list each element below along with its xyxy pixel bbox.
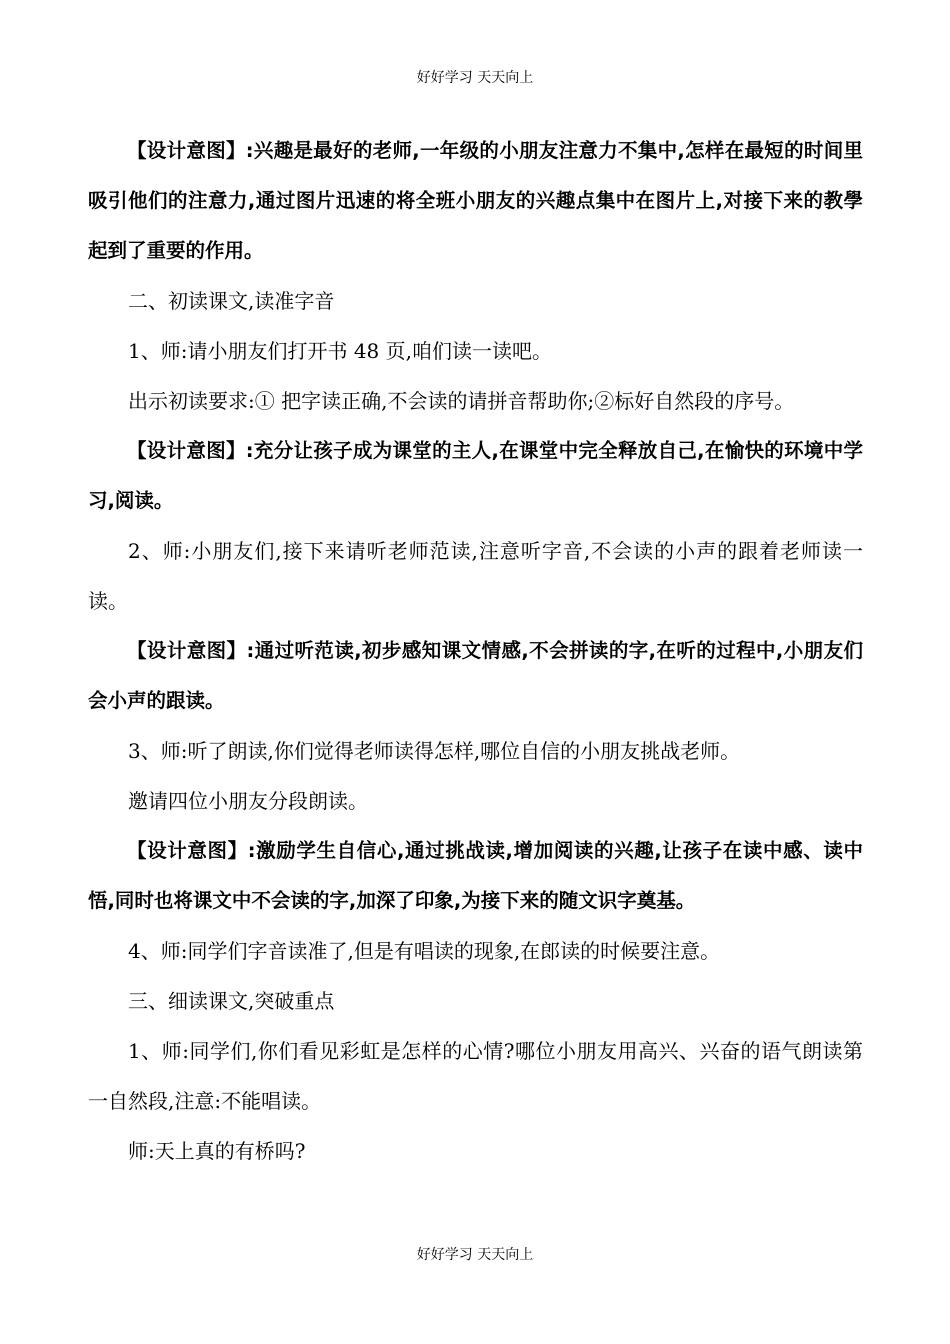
section-heading: 三、细读课文,突破重点: [128, 989, 335, 1013]
section-heading: 二、初读课文,读准字音: [128, 289, 335, 313]
body-paragraph: 4、师:同学们字音读准了,但是有唱读的现象,在郎读的时候要注意。: [128, 939, 721, 963]
design-intent-paragraph: 【设计意图】:激励学生自信心,通过挑战读,增加阅读的兴趣,让孩子在读中感、读中悟,同时也将课文中不会读的字,加深了印象,为接下来的随文识字奠基。: [88, 839, 863, 912]
design-intent-paragraph: 【设计意图】:兴趣是最好的老师,一年级的小朋友注意力不集中,怎样在最短的时间里吸引他们的注意力,通过图片迅速的将全班小朋友的兴趣点集中在图片上,对接下来的教學起到了重要的作用。: [88, 139, 863, 262]
document-body: [88, 126, 863, 1176]
design-intent-paragraph: 【设计意图】:通过听范读,初步感知课文情感,不会拼读的字,在听的过程中,小朋友们会小声的跟读。: [88, 639, 863, 712]
body-paragraph: 2、师:小朋友们,接下来请听老师范读,注意听字音,不会读的小声的跟着老师读一读。: [88, 539, 863, 613]
body-paragraph: 邀请四位小朋友分段朗读。: [128, 789, 368, 813]
page-header: 好好学习 天天向上: [416, 70, 534, 86]
body-paragraph: 3、师:听了朗读,你们觉得老师读得怎样,哪位自信的小朋友挑战老师。: [128, 739, 741, 763]
body-paragraph: 师:天上真的有桥吗?: [128, 1139, 306, 1163]
page-footer: 好好学习 天天向上: [416, 1247, 534, 1263]
body-paragraph: 1、师:请小朋友们打开书 48 页,咱们读一读吧。: [128, 339, 552, 363]
body-paragraph: 1、师:同学们,你们看见彩虹是怎样的心情?哪位小朋友用高兴、兴奋的语气朗读第一自然段,注意:不能唱读。: [88, 1039, 863, 1113]
design-intent-paragraph: 【设计意图】:充分让孩子成为课堂的主人,在课堂中完全释放自己,在愉快的环境中学习,阅读。: [88, 439, 863, 512]
body-paragraph: 出示初读要求:① 把字读正确,不会读的请拼音帮助你;②标好自然段的序号。: [128, 389, 795, 413]
